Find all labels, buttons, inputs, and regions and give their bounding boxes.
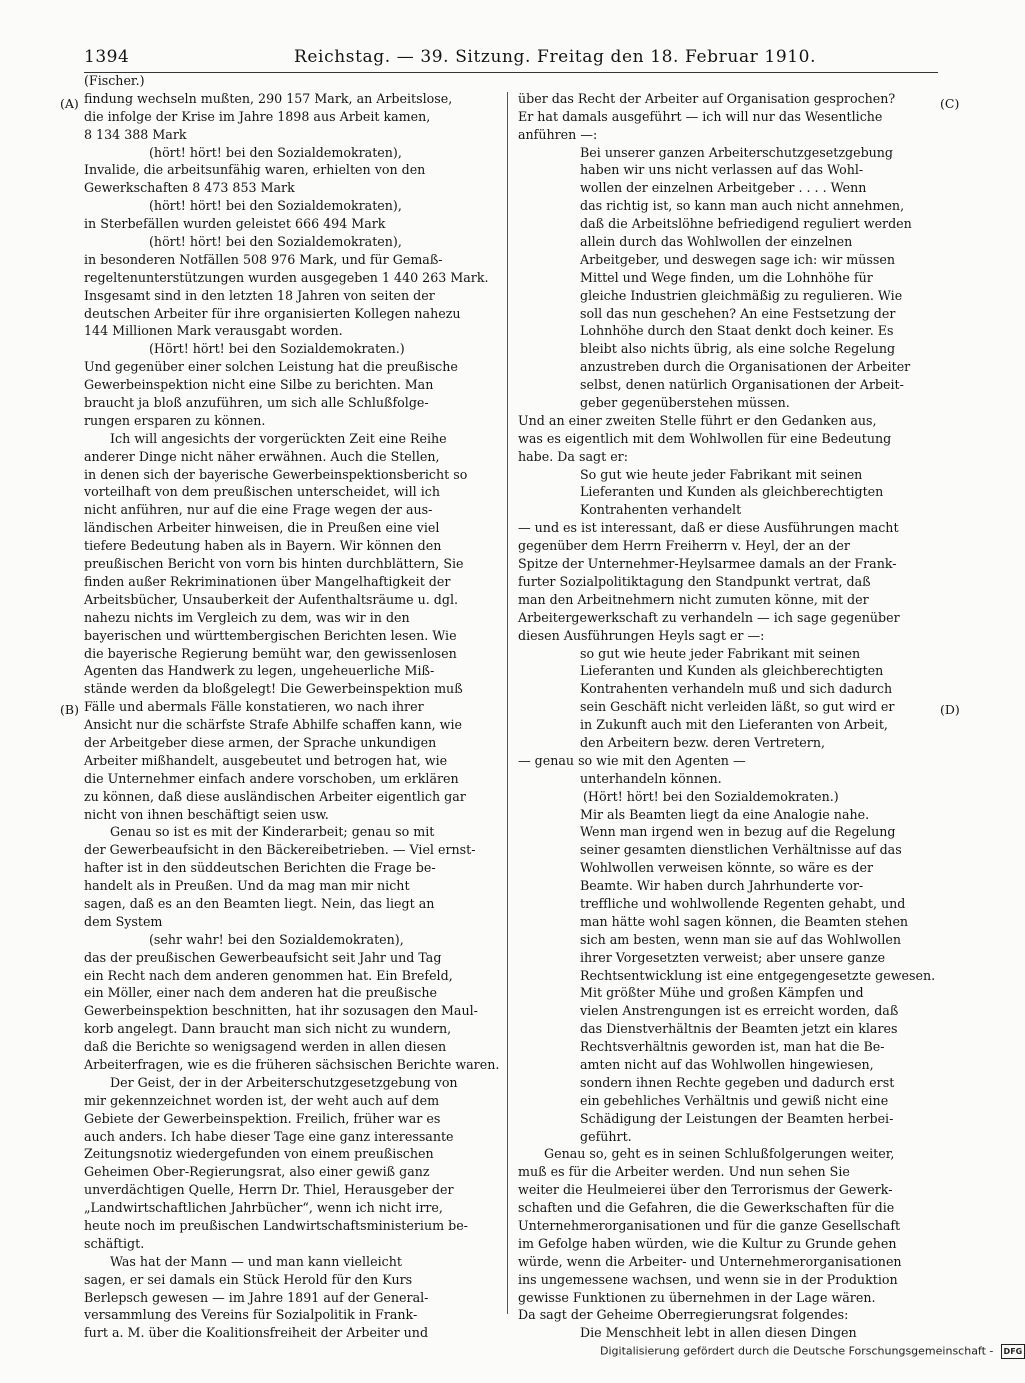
text-line: Rechtsentwicklung ist eine entgegengesetzte gewesen. (580, 967, 936, 983)
text-line: Arbeitergewerkschaft zu verhandeln — ich sage gegenüber (518, 609, 900, 625)
page-number: 1394 (84, 47, 130, 67)
text-line: Lieferanten und Kunden als gleichberechtigten (580, 663, 884, 679)
text-line: Da sagt der Geheime Oberregierungsrat folgendes: (518, 1307, 849, 1323)
text-line: geführt. (580, 1128, 632, 1144)
text-line: der Arbeitgeber diese armen, der Sprache unkundigen (84, 734, 437, 750)
text-line: das richtig ist, so kann man auch nicht annehmen, (580, 198, 905, 214)
text-line: man hätte wohl sagen können, die Beamten stehen (580, 913, 909, 929)
text-line: in denen sich der bayerische Gewerbeinspektionsbericht so (84, 466, 468, 482)
text-line: die bayerische Regierung bemüht war, den gewissenlosen (84, 645, 457, 661)
text-line: Geheimen Ober-Regierungsrat, also einer gewiß ganz (84, 1164, 430, 1180)
text-line: Kontrahenten verhandeln muß und sich dadurch (580, 681, 893, 697)
text-line: bleibt also nichts übrig, als eine solche Regelung (580, 341, 896, 357)
text-line: vorteilhaft von dem preußischen unterscheidet, will ich (84, 484, 441, 500)
text-line: findung wechseln mußten, 290 157 Mark, an Arbeitslose, (84, 90, 453, 106)
text-line: anführen —: (518, 126, 598, 142)
text-line: in besonderen Notfällen 508 976 Mark, und für Gemaß- (84, 251, 443, 267)
page-header (84, 47, 934, 71)
footer-text: Digitalisierung gefördert durch die Deutsche Forschungsgemeinschaft - (600, 1344, 994, 1358)
text-line: Fälle und abermals Fälle konstatieren, wo nach ihrer (84, 699, 424, 715)
margin-marker-d: (D) (940, 702, 960, 717)
text-line: bayerischen und württembergischen Berichten lesen. Wie (84, 627, 457, 643)
text-line: Mit größter Mühe und großen Kämpfen und (580, 985, 864, 1001)
right-column (518, 72, 938, 1342)
text-line: unverdächtigen Quelle, Herrn Dr. Thiel, Herausgeber der (84, 1182, 454, 1198)
text-line: Wenn man irgend wen in bezug auf die Regelung (580, 824, 896, 840)
text-line: So gut wie heute jeder Fabrikant mit seinen (580, 466, 863, 482)
text-line: soll das nun geschehen? An eine Festsetzung der (580, 305, 896, 321)
text-line: (Fischer.) (84, 73, 145, 88)
text-line: heute noch im preußischen Landwirtschaftsministerium be- (84, 1218, 468, 1233)
text-line: anzustreben durch die Organisationen der Arbeiter (580, 359, 911, 375)
text-line: preußischen Bericht von vorn bis hinten durchblättern, Sie (84, 556, 464, 572)
text-line: Was hat der Mann — und man kann vielleicht (110, 1253, 402, 1269)
text-line: Die Menschheit lebt in allen diesen Dingen (580, 1325, 857, 1341)
text-line: schaften und die Gefahren, die die Gewerkschaften für die (518, 1200, 895, 1216)
text-line: was es eigentlich mit dem Wohlwollen für eine Bedeutung (518, 430, 892, 446)
text-line: Und gegenüber einer solchen Leistung hat die preußische (84, 359, 458, 375)
text-line: unterhandeln können. (580, 770, 722, 786)
footer (600, 1344, 1023, 1374)
text-line: sagen, daß es an den Beamten liegt. Nein, das liegt an (84, 895, 435, 911)
text-line: 144 Millionen Mark verausgabt worden. (84, 323, 343, 339)
text-line: treffliche und wohlwollende Regenten gehabt, und (580, 895, 906, 911)
text-line: ein gebehliches Verhältnis und gewiß nicht eine (580, 1092, 889, 1108)
text-line: die Unternehmer einfach andere vorschoben, um erklären (84, 770, 459, 786)
text-line: Und an einer zweiten Stelle führt er den Gedanken aus, (518, 412, 877, 428)
running-title: Reichstag. — 39. Sitzung. Freitag den 18. Februar 1910. (294, 47, 817, 67)
margin-marker-a: (A) (60, 96, 79, 111)
text-line: korb angelegt. Dann braucht man sich nicht zu wundern, (84, 1021, 452, 1037)
text-line: hafter ist in den süddeutschen Berichten die Frage be- (84, 860, 436, 876)
text-line: ein Möller, einer nach dem anderen hat die preußische (84, 985, 437, 1001)
text-line: ländischen Arbeiter hinweisen, die in Preußen eine viel (84, 520, 440, 536)
text-line: (Hört! hört! bei den Sozialdemokraten.) (149, 341, 405, 357)
text-line: gewisse Funktionen zu übernehmen in der Lage wären. (518, 1289, 876, 1305)
text-line: geber gegenüberstehen müssen. (580, 395, 790, 411)
text-line: (sehr wahr! bei den Sozialdemokraten), (149, 931, 404, 947)
text-line: Agenten das Handwerk zu legen, ungeheuerliche Miß- (84, 663, 435, 679)
text-line: ein Recht nach dem anderen genommen hat. Ein Brefeld, (84, 967, 453, 983)
text-line: Arbeitgeber, und deswegen sage ich: wir müssen (580, 251, 895, 267)
text-line: Kontrahenten verhandelt (580, 502, 742, 518)
text-line: muß es für die Arbeiter werden. Und nun sehen Sie (518, 1164, 850, 1180)
text-line: allein durch das Wohlwollen der einzelnen (580, 234, 853, 250)
text-line: Mir als Beamten liegt da eine Analogie nahe. (580, 806, 870, 822)
text-line: Mittel und Wege finden, um die Lohnhöhe für (580, 269, 873, 285)
text-line: das der preußischen Gewerbeaufsicht seit Jahr und Tag (84, 949, 442, 965)
text-line: deutschen Arbeiter für ihre organisierten Kollegen nahezu (84, 305, 461, 321)
text-line: Zeitungsnotiz wiedergefunden von einem preußischen (84, 1146, 434, 1162)
text-line: Arbeiter mißhandelt, ausgebeutet und betrogen hat, wie (84, 752, 448, 768)
text-line: handelt als in Preußen. Und da mag man mir nicht (84, 878, 410, 894)
text-line: Unternehmerorganisationen und für die ganze Gesellschaft (518, 1218, 901, 1233)
text-line: vielen Anstrengungen ist es erreicht worden, daß (580, 1003, 899, 1019)
text-line: Beamte. Wir haben durch Jahrhunderte vor- (580, 878, 864, 894)
text-line: Er hat damals ausgeführt — ich will nur das Wesentliche (518, 108, 883, 124)
margin-marker-b: (B) (60, 702, 79, 717)
text-line: sondern ihnen Rechte gegeben und dadurch erst (580, 1074, 895, 1090)
text-line: stände werden da bloßgelegt! Die Gewerbeinspektion muß (84, 681, 463, 697)
text-line: Lohnhöhe durch den Staat denkt doch keiner. Es (580, 323, 894, 339)
text-line: Gewerbeinspektion nicht eine Silbe zu berichten. Man (84, 377, 434, 393)
column-divider (507, 92, 508, 1314)
text-line: anderer Dinge nicht näher erwähnen. Auch die Stellen, (84, 448, 440, 464)
text-line: rungen ersparen zu können. (84, 412, 266, 428)
text-line: dem System (84, 913, 163, 929)
text-line: Lieferanten und Kunden als gleichberechtigten (580, 484, 884, 500)
text-line: (Hört! hört! bei den Sozialdemokraten.) (583, 788, 839, 804)
text-line: würde, wenn die Arbeiter- und Unternehmerorganisationen (518, 1253, 902, 1269)
text-line: sich am besten, wenn man sie auf das Wohlwollen (580, 931, 901, 947)
text-line: amten nicht auf das Wohlwollen hingewiesen, (580, 1056, 874, 1072)
text-line: daß die Berichte so wenigsagend werden in allen diesen (84, 1039, 447, 1055)
text-line: „Landwirtschaftlichen Jahrbücher“, wenn ich nicht irre, (84, 1200, 443, 1216)
text-line: Wohlwollen verweisen könnte, so wäre es der (580, 860, 873, 876)
text-line: Genau so ist es mit der Kinderarbeit; genau so mit (110, 824, 435, 840)
text-line: ins ungemessene wachsen, und wenn sie in der Produktion (518, 1271, 898, 1287)
text-line: die infolge der Krise im Jahre 1898 aus Arbeit kamen, (84, 108, 431, 124)
text-line: 8 134 388 Mark (84, 126, 187, 142)
text-line: versammlung des Vereins für Sozialpolitik in Frank- (84, 1307, 418, 1323)
text-line: weiter die Heulmeierei über den Terrorismus der Gewerk- (518, 1182, 893, 1198)
text-line: Invalide, die arbeitsunfähig waren, erhielten von den (84, 162, 426, 178)
left-column (84, 72, 502, 1342)
text-line: Gewerkschaften 8 473 853 Mark (84, 180, 295, 196)
text-line: Der Geist, der in der Arbeiterschutzgesetzgebung von (110, 1074, 458, 1090)
dfg-logo: DFG (1001, 1344, 1025, 1359)
text-line: gegenüber dem Herrn Freiherrn v. Heyl, der an der (518, 538, 850, 554)
text-line: Ansicht nur die schärfste Strafe Abhilfe schaffen kann, wie (84, 717, 462, 733)
text-line: tiefere Bedeutung haben als in Bayern. Wir können den (84, 538, 442, 554)
text-line: regeltenunterstützungen wurden ausgegeben 1 440 263 Mark. (84, 269, 489, 285)
text-line: (hört! hört! bei den Sozialdemokraten), (149, 234, 402, 250)
text-line: in Zukunft auch mit den Lieferanten von Arbeit, (580, 717, 888, 733)
text-line: Bei unserer ganzen Arbeiterschutzgesetzgebung (580, 144, 894, 160)
text-line: — genau so wie mit den Agenten — (518, 752, 746, 768)
text-line: furter Sozialpolitiktagung den Standpunkt vertrat, daß (518, 573, 871, 589)
margin-marker-c: (C) (940, 96, 960, 111)
text-line: selbst, denen natürlich Organisationen der Arbeit- (580, 377, 904, 393)
text-line: Schädigung der Leistungen der Beamten herbei- (580, 1110, 894, 1126)
text-line: Berlepsch gewesen — im Jahre 1891 auf der General- (84, 1289, 429, 1305)
text-line: nahezu nichts im Vergleich zu dem, was wir in den (84, 609, 410, 625)
text-line: nicht von ihnen beschäftigt seien usw. (84, 806, 329, 822)
text-line: — und es ist interessant, daß er diese Ausführungen macht (518, 520, 899, 536)
text-line: in Sterbefällen wurden geleistet 666 494 Mark (84, 216, 386, 232)
text-line: Genau so, geht es in seinen Schlußfolgerungen weiter, (544, 1146, 895, 1162)
text-line: Gebiete der Gewerbeinspektion. Freilich, früher war es (84, 1110, 441, 1126)
text-line: nicht anführen, nur auf die eine Frage wegen der aus- (84, 502, 433, 518)
text-line: daß die Arbeitslöhne befriedigend reguliert werden (580, 216, 912, 232)
text-line: der Gewerbeaufsicht in den Bäckereibetrieben. — Viel ernst- (84, 842, 476, 858)
text-line (518, 72, 938, 90)
text-line: sagen, er sei damals ein Stück Herold für den Kurs (84, 1271, 413, 1287)
text-line: man den Arbeitnehmern nicht zumuten könne, mit der (518, 591, 869, 607)
text-line: mir gekennzeichnet worden ist, der weht auch auf dem (84, 1092, 440, 1108)
text-line: Arbeitsbücher, Unsauberkeit der Aufenthaltsräume u. dgl. (84, 591, 459, 607)
text-line: wollen der einzelnen Arbeitgeber . . . . Wenn (580, 180, 867, 196)
text-line: (hört! hört! bei den Sozialdemokraten), (149, 198, 402, 214)
text-line: gleiche Industrien gleichmäßig zu regulieren. Wie (580, 287, 903, 303)
text-line: Insgesamt sind in den letzten 18 Jahren von seiten der (84, 287, 435, 303)
text-line: diesen Ausführungen Heyls sagt er —: (518, 627, 765, 643)
text-line: über das Recht der Arbeiter auf Organisation gesprochen? (518, 90, 896, 106)
text-line: Rechtsverhältnis geworden ist, man hat die Be- (580, 1039, 885, 1055)
text-line: haben wir uns nicht verlassen auf das Wohl- (580, 162, 864, 178)
text-line: schäftigt. (84, 1235, 145, 1251)
text-line: Gewerbeinspektion beschnitten, hat ihr sozusagen den Maul- (84, 1003, 478, 1019)
text-line: auch anders. Ich habe dieser Tage eine ganz interessante (84, 1128, 454, 1144)
text-line: den Arbeitern bezw. deren Vertretern, (580, 734, 825, 750)
text-line: zu können, daß diese ausländischen Arbeiter eigentlich gar (84, 788, 466, 804)
text-line: im Gefolge haben würden, wie die Kultur zu Grunde gehen (518, 1235, 897, 1251)
text-line: (hört! hört! bei den Sozialdemokraten), (149, 144, 402, 160)
text-line: Ich will angesichts der vorgerückten Zeit eine Reihe (110, 430, 447, 446)
text-line: seiner gesamten dienstlichen Verhältnisse auf das (580, 842, 902, 858)
text-line: ihrer Vorgesetzten verweist; aber unsere ganze (580, 949, 886, 965)
text-line: habe. Da sagt er: (518, 448, 628, 464)
text-line: so gut wie heute jeder Fabrikant mit seinen (580, 645, 861, 661)
text-line: sein Geschäft nicht verleiden läßt, so gut wird er (580, 699, 895, 715)
text-line: Spitze der Unternehmer-Heylsarmee damals an der Frank- (518, 556, 897, 572)
text-line: furt a. M. über die Koalitionsfreiheit der Arbeiter und (84, 1325, 429, 1341)
text-line: finden außer Rekriminationen über Mangelhaftigkeit der (84, 573, 451, 589)
text-line: Arbeiterfragen, wie es die früheren sächsischen Berichte waren. (84, 1056, 500, 1072)
text-line: braucht ja bloß anzuführen, um sich alle Schlußfolge- (84, 395, 429, 411)
text-line: das Dienstverhältnis der Beamten jetzt ein klares (580, 1021, 898, 1037)
